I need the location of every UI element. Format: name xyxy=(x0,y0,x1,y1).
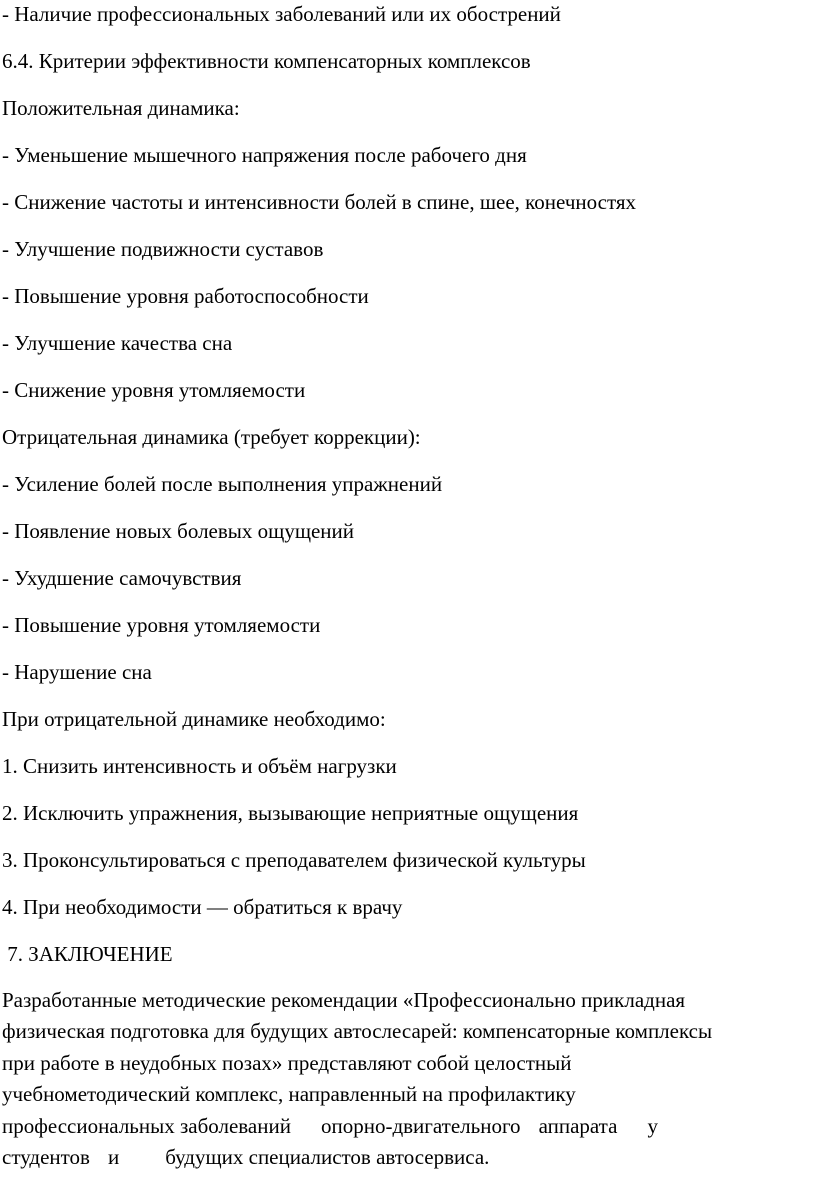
conclusion-word: профессиональных заболеваний xyxy=(2,1113,291,1138)
conclusion-line xyxy=(2,1111,814,1142)
conclusion-line: физическая подготовка для будущих автослесарей: компенсаторные комплексы xyxy=(2,1019,713,1044)
list-item: - Усиление болей после выполнения упражнений xyxy=(2,472,443,496)
conclusion-line: Разработанные методические рекомендации «Профессионально прикладная xyxy=(2,988,686,1012)
conclusion-word: у xyxy=(647,1113,658,1138)
numbered-item: 1. Снизить интенсивность и объём нагрузки xyxy=(2,754,397,778)
list-item: - Улучшение качества сна xyxy=(2,331,233,355)
conclusion-word: студентов xyxy=(2,1145,90,1170)
list-item: - Уменьшение мышечного напряжения после рабочего дня xyxy=(2,143,527,167)
section-heading: 6.4. Критерии эффективности компенсаторных комплексов xyxy=(2,49,531,73)
conclusion-word: опорно-двигательного xyxy=(320,1113,521,1138)
list-item: - Нарушение сна xyxy=(2,660,152,684)
numbered-item: 3. Проконсультироваться с преподавателем физической культуры xyxy=(2,848,586,872)
numbered-item: 2. Исключить упражнения, вызывающие неприятные ощущения xyxy=(2,801,579,825)
numbered-item: 4. При необходимости — обратиться к врачу xyxy=(2,895,403,919)
conclusion-word: будущих специалистов автосервиса. xyxy=(165,1145,490,1170)
list-item: - Снижение уровня утомляемости xyxy=(2,378,306,402)
list-item: - Повышение уровня утомляемости xyxy=(2,613,321,637)
subheading-positive: Положительная динамика: xyxy=(2,96,240,120)
list-item: - Снижение частоты и интенсивности болей в спине, шее, конечностях xyxy=(2,190,637,214)
subheading-actions: При отрицательной динамике необходимо: xyxy=(2,707,386,731)
conclusion-word: аппарата xyxy=(538,1113,618,1138)
conclusion-word: и xyxy=(107,1145,120,1170)
conclusion-line: учебнометодический комплекс, направленный на профилактику xyxy=(2,1082,576,1107)
conclusion-line xyxy=(2,1142,814,1173)
list-item: - Улучшение подвижности суставов xyxy=(2,237,324,261)
list-item: - Ухудшение самочувствия xyxy=(2,566,242,590)
section-title-conclusion: 7. ЗАКЛЮЧЕНИЕ xyxy=(2,942,173,966)
subheading-negative: Отрицательная динамика (требует коррекции): xyxy=(2,425,421,449)
list-item: - Появление новых болевых ощущений xyxy=(2,519,355,543)
list-item: - Повышение уровня работоспособности xyxy=(2,284,369,308)
conclusion-paragraph xyxy=(2,985,814,1173)
list-item: - Наличие профессиональных заболеваний или их обострений xyxy=(2,2,561,26)
conclusion-line: при работе в неудобных позах» представляют собой целостный xyxy=(2,1050,572,1075)
